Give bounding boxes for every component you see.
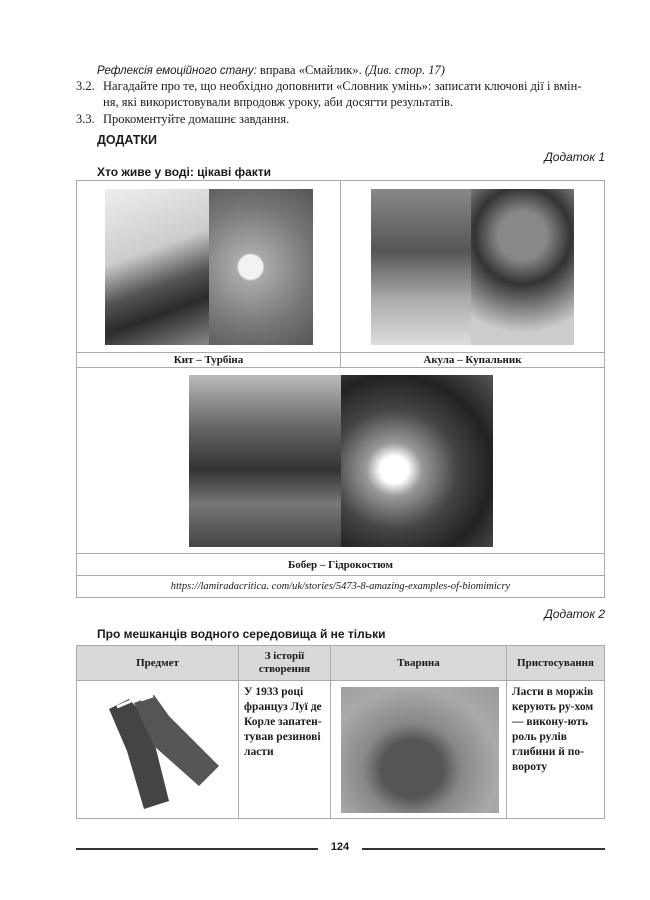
reflection-label: Рефлексія емоційного стану:: [97, 65, 257, 77]
step-text: Нагадайте про те, що необхідно доповнити «Словник умінь»: записати ключові дії і вмін-: [103, 79, 582, 93]
flippers-cell: [76, 680, 239, 819]
history-cell: У 1933 році француз Луї де Корле запатен-тував резинові ласти: [238, 680, 331, 819]
swimmer-image: [471, 189, 574, 345]
appendix1-label: Додаток 1: [544, 150, 605, 164]
shark-image: [371, 189, 471, 345]
shark-swimsuit-cell: [340, 180, 605, 353]
reflection-line: [97, 62, 445, 79]
header-animal: Тварина: [330, 645, 507, 681]
walrus-image: [341, 687, 499, 813]
caption-beaver-wetsuit: Бобер – Гідрокостюм: [76, 553, 605, 576]
caption-shark-swimsuit: Акула – Купальник: [340, 352, 605, 368]
step-3-3: [76, 111, 289, 127]
step-text-cont: ня, які використовували впродовж уроку, аби досягти результатів.: [103, 95, 454, 109]
footer-rule-left: [76, 848, 318, 850]
appendix2-label: Додаток 2: [544, 607, 605, 621]
flippers-image: [99, 691, 224, 811]
wetsuit-image: [341, 375, 493, 547]
whale-turbine-cell: [76, 180, 341, 353]
step-number: 3.3.: [76, 112, 95, 126]
source-link[interactable]: https://lamiradacritica. com/uk/stories/5473-8-amazing-examples-of-biomimicry: [76, 575, 605, 598]
page-number: 124: [330, 841, 350, 853]
appendix2-title: Про мешканців водного середовища й не тільки: [97, 627, 386, 641]
header-adaptation: Пристосування: [506, 645, 605, 681]
beaver-image: [189, 375, 341, 547]
appendix1-title: Хто живе у воді: цікаві факти: [97, 165, 272, 179]
step-3-2: [76, 78, 616, 110]
appendices-heading: ДОДАТКИ: [97, 133, 158, 147]
caption-whale-turbine: Кит – Турбіна: [76, 352, 341, 368]
footer-rule-right: [362, 848, 605, 850]
header-history: З історії створення: [238, 645, 331, 681]
walrus-cell: [330, 680, 507, 819]
step-text: Прокоментуйте домашнє завдання.: [103, 112, 290, 126]
header-item: Предмет: [76, 645, 239, 681]
turbine-image: [209, 189, 313, 345]
whale-image: [105, 189, 209, 345]
beaver-wetsuit-cell: [76, 367, 605, 554]
adaptation-cell: Ласти в моржів керують ру-хом — викону-ють роль рулів глибини й по-вороту: [506, 680, 605, 819]
reflection-text: вправа «Смайлик».: [256, 63, 365, 77]
step-number: 3.2.: [76, 79, 95, 93]
reflection-ref: (Див. стор. 17): [364, 63, 445, 77]
